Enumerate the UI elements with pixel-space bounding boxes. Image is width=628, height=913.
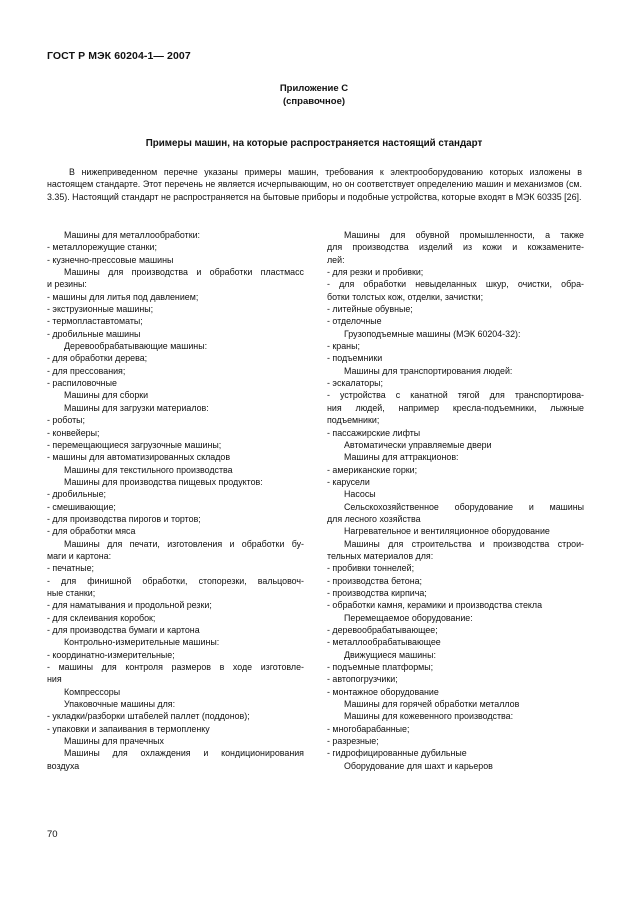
- list-line: Машины для охлаждения и кондиционирования: [64, 748, 304, 759]
- list-line: - подъемные платформы;: [327, 662, 434, 673]
- list-line: - для производства пирогов и тортов;: [47, 513, 201, 524]
- list-line: Компрессоры: [64, 686, 121, 697]
- list-line: Грузоподъемные машины (МЭК 60204-32):: [344, 328, 521, 339]
- list-line: - кузнечно-прессовые машины: [47, 254, 174, 265]
- intro-paragraph: В нижеприведенном перечне указаны примеры машин, требования к электрооборудованию которых изложены в настоящем стандарте. Этот перечень не является исчерпывающим, но он соответствует определению машин и механизмов (см. 3.35). Настоящий стандарт не распространяется на бытовые приборы и подобные устройства, которые входят в МЭК 60335 [26].: [47, 167, 582, 202]
- list-line: - машины для контроля размеров в ходе изготовле-: [47, 662, 304, 673]
- list-line: Машины для текстильного производства: [64, 464, 233, 475]
- list-line: Машины для сборки: [64, 390, 149, 401]
- list-line: - монтажное оборудование: [327, 686, 439, 697]
- list-line: воздуха: [47, 760, 80, 771]
- list-line: тельных материалов для:: [327, 550, 434, 561]
- list-line: - роботы;: [47, 415, 86, 426]
- list-line: для лесного хозяйства: [327, 513, 421, 524]
- list-line: - для обработки мяса: [47, 526, 136, 537]
- list-line: - машины для автоматизированных складов: [47, 452, 231, 463]
- list-line: Машины для металлообработки:: [64, 230, 201, 240]
- list-line: Машины для обувной промышленности, а также: [344, 230, 584, 240]
- list-line: Машины для строительства и производства строи-: [344, 538, 584, 549]
- list-line: Машины для печати, изготовления и обработки бу-: [64, 538, 304, 549]
- list-line: Деревообрабатывающие машины:: [64, 341, 208, 352]
- list-line: Машины для транспортирования людей:: [344, 365, 513, 376]
- list-line: Машины для кожевенного производства:: [344, 711, 514, 722]
- list-line: ные станки;: [47, 587, 96, 598]
- right-column: [327, 229, 584, 772]
- standard-header: ГОСТ Р МЭК 60204-1— 2007: [47, 50, 191, 62]
- list-line: - американские горки;: [327, 464, 418, 475]
- list-line: - укладки/разборки штабелей паллет (поддонов);: [47, 711, 250, 722]
- list-line: - распиловочные: [47, 378, 117, 389]
- list-line: Машины для аттракционов:: [344, 452, 459, 463]
- list-line: - пробивки тоннелей;: [327, 563, 415, 574]
- list-line: - для производства бумаги и картона: [47, 625, 200, 635]
- list-line: - обработки камня, керамики и производства стекла: [327, 600, 543, 611]
- list-line: - производства кирпича;: [327, 587, 427, 598]
- list-line: - перемещающиеся загрузочные машины;: [47, 439, 222, 450]
- list-line: Машины для загрузки материалов:: [64, 402, 209, 413]
- list-line: - многобарабанные;: [327, 723, 410, 734]
- list-line: ботки толстых кож, отделки, зачистки;: [327, 291, 484, 302]
- annex-subtitle: (справочное): [282, 96, 346, 107]
- list-line: - производства бетона;: [327, 575, 423, 586]
- list-line: Перемещаемое оборудование:: [344, 612, 473, 623]
- list-line: - деревообрабатывающее;: [327, 625, 438, 635]
- list-line: - смешивающие;: [47, 501, 116, 512]
- list-line: Автоматически управляемые двери: [344, 439, 492, 450]
- list-line: подъемники;: [327, 415, 380, 426]
- list-line: Машины для прачечных: [64, 736, 164, 747]
- list-line: - гидрофицированные дубильные: [327, 748, 467, 759]
- list-line: и резины:: [47, 279, 87, 290]
- list-line: - для наматывания и продольной резки;: [47, 600, 212, 611]
- list-line: - координатно-измерительные;: [47, 649, 175, 660]
- list-line: Нагревательное и вентиляционное оборудование: [344, 526, 550, 537]
- list-line: Сельскохозяйственное оборудование и машины: [344, 501, 584, 512]
- list-line: Насосы: [344, 489, 376, 500]
- list-line: - для обработки невыделанных шкур, очистки, обра-: [327, 279, 584, 290]
- list-line: - для прессования;: [47, 365, 126, 376]
- list-line: - разрезные;: [327, 736, 379, 747]
- list-line: ния людей, например кресла-подъемники, лыжные: [327, 402, 584, 413]
- list-line: - дробильные машины: [47, 328, 141, 339]
- list-line: Контрольно-измерительные машины:: [64, 637, 220, 648]
- list-line: - термопластавтоматы;: [47, 316, 143, 327]
- list-line: - для обработки дерева;: [47, 353, 148, 364]
- list-line: - для финишной обработки, стопорезки, вальцовоч-: [47, 575, 304, 586]
- annex-title: Приложение С: [279, 83, 349, 94]
- list-line: - отделочные: [327, 316, 382, 327]
- list-line: - металлообрабатывающее: [327, 637, 441, 648]
- list-line: Машины для производства и обработки пластмасс: [64, 267, 304, 278]
- list-line: лей:: [327, 254, 345, 265]
- list-line: - литейные обувные;: [327, 304, 413, 315]
- list-line: - подъемники: [327, 353, 383, 364]
- list-line: Упаковочные машины для:: [64, 699, 176, 710]
- page-number: 70: [47, 829, 58, 840]
- list-line: Оборудование для шахт и карьеров: [344, 760, 493, 771]
- list-line: - конвейеры;: [47, 427, 100, 438]
- list-line: Машины для производства пищевых продуктов:: [64, 476, 263, 487]
- list-line: Машины для горячей обработки металлов: [344, 699, 520, 710]
- list-line: - эскалаторы;: [327, 378, 384, 389]
- document-title: Примеры машин, на которые распространяется настоящий стандарт: [145, 138, 483, 149]
- list-line: маги и картона:: [47, 550, 112, 561]
- list-line: - экструзионные машины;: [47, 304, 154, 315]
- list-line: для производства изделий из кожи и кожзамените-: [327, 242, 584, 253]
- list-line: - пассажирские лифты: [327, 427, 421, 438]
- list-line: - металлорежущие станки;: [47, 242, 157, 253]
- list-line: - автопогрузчики;: [327, 674, 398, 685]
- annex-heading: [0, 82, 628, 108]
- list-line: ния: [47, 674, 62, 685]
- list-line: - упаковки и запаивания в термопленку: [47, 723, 210, 734]
- list-line: - дробильные;: [47, 489, 106, 500]
- list-line: Движущиеся машины:: [344, 649, 436, 660]
- list-line: - для резки и пробивки;: [327, 267, 424, 278]
- left-column: [47, 229, 304, 772]
- list-line: - печатные;: [47, 563, 94, 574]
- list-line: - карусели: [327, 476, 370, 487]
- list-line: - для склеивания коробок;: [47, 612, 156, 623]
- list-line: - машины для литья под давлением;: [47, 291, 199, 302]
- list-line: - краны;: [327, 341, 360, 352]
- list-line: - устройства с канатной тягой для транспортирова-: [327, 390, 584, 401]
